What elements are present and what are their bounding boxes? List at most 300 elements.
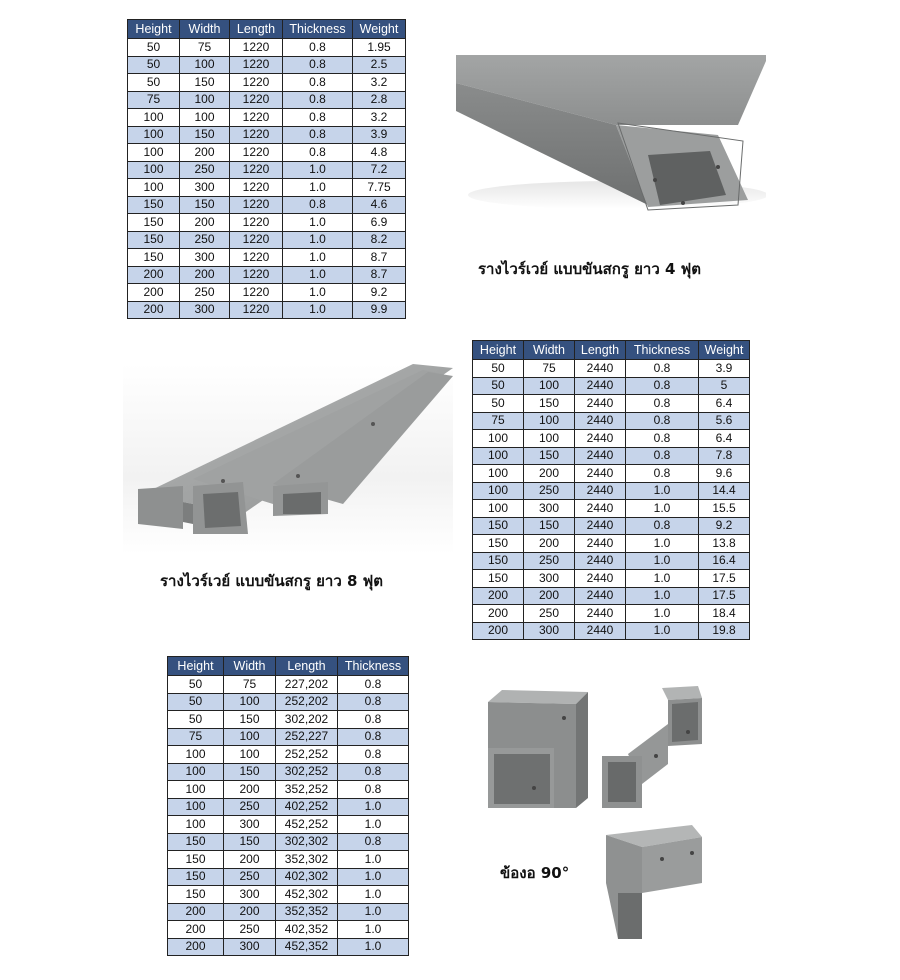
- table-row: [128, 231, 406, 249]
- table-row: [128, 214, 406, 232]
- table-cell: 13.8: [699, 535, 750, 553]
- table-row: [473, 482, 750, 500]
- table-row: [473, 447, 750, 465]
- table-cell: 0.8: [283, 74, 353, 92]
- table-cell: 2440: [575, 605, 626, 623]
- wireway-8ft-photo: [123, 364, 453, 554]
- table-cell: 0.8: [338, 781, 409, 799]
- table-cell: 17.5: [699, 570, 750, 588]
- table-cell: 150: [168, 886, 224, 904]
- table-cell: 150: [224, 833, 276, 851]
- table-cell: 150: [473, 552, 524, 570]
- table-cell: 100: [168, 763, 224, 781]
- table-cell: 50: [168, 693, 224, 711]
- table-cell: 8.2: [353, 231, 406, 249]
- table-cell: 100: [224, 728, 276, 746]
- table-cell: 1.0: [626, 605, 699, 623]
- table-cell: 1220: [230, 144, 283, 162]
- table-cell: 200: [473, 605, 524, 623]
- table-cell: 14.4: [699, 482, 750, 500]
- table-cell: 1.0: [626, 552, 699, 570]
- table-row: [473, 605, 750, 623]
- table-cell: 402,352: [276, 921, 338, 939]
- table-cell: 2440: [575, 430, 626, 448]
- table-cell: 250: [180, 231, 230, 249]
- table-cell: 100: [128, 109, 180, 127]
- table-cell: 150: [524, 517, 575, 535]
- table-cell: 1220: [230, 74, 283, 92]
- table-cell: 1220: [230, 196, 283, 214]
- table-cell: 150: [168, 868, 224, 886]
- table-cell: 50: [473, 395, 524, 413]
- table-cell: 75: [524, 360, 575, 378]
- table-cell: 1.0: [626, 622, 699, 640]
- table-cell: 0.8: [626, 517, 699, 535]
- table-cell: 200: [168, 921, 224, 939]
- table-cell: 100: [473, 465, 524, 483]
- column-header: Height: [128, 20, 180, 39]
- table-cell: 9.9: [353, 301, 406, 319]
- table-cell: 250: [180, 161, 230, 179]
- table-cell: 1.0: [338, 816, 409, 834]
- spec-table-4ft: [127, 19, 406, 319]
- table-cell: 200: [524, 465, 575, 483]
- table-cell: 1220: [230, 126, 283, 144]
- column-header: Thickness: [283, 20, 353, 39]
- table-row: [128, 109, 406, 127]
- table-cell: 1.0: [283, 179, 353, 197]
- table-cell: 7.2: [353, 161, 406, 179]
- table-cell: 100: [168, 746, 224, 764]
- table-cell: 200: [180, 266, 230, 284]
- table-cell: 300: [224, 886, 276, 904]
- table-cell: 1.0: [626, 587, 699, 605]
- table-cell: 5.6: [699, 412, 750, 430]
- table-cell: 2440: [575, 570, 626, 588]
- table-cell: 1220: [230, 161, 283, 179]
- table-cell: 1.0: [283, 249, 353, 267]
- table-cell: 4.6: [353, 196, 406, 214]
- table-cell: 2440: [575, 587, 626, 605]
- caption-8ft: รางไวร์เวย์ แบบขันสกรู ยาว 8 ฟุต: [160, 572, 384, 590]
- table-cell: 0.8: [283, 196, 353, 214]
- table-cell: 75: [180, 39, 230, 57]
- column-header: Height: [473, 341, 524, 360]
- table-cell: 200: [168, 903, 224, 921]
- table-cell: 100: [473, 430, 524, 448]
- table-cell: 150: [473, 535, 524, 553]
- table-cell: 0.8: [626, 377, 699, 395]
- table-cell: 1.95: [353, 39, 406, 57]
- table-row: [168, 816, 409, 834]
- table-row: [168, 903, 409, 921]
- table-cell: 1.0: [283, 214, 353, 232]
- table-cell: 300: [180, 179, 230, 197]
- table-cell: 150: [224, 711, 276, 729]
- column-header: Width: [180, 20, 230, 39]
- elbow-photo-3: [602, 823, 706, 943]
- table-cell: 150: [168, 833, 224, 851]
- table-row: [128, 301, 406, 319]
- table-cell: 1.0: [338, 868, 409, 886]
- table-cell: 15.5: [699, 500, 750, 518]
- table-cell: 100: [168, 816, 224, 834]
- table-cell: 250: [224, 798, 276, 816]
- table-cell: 9.2: [699, 517, 750, 535]
- table-cell: 1.0: [626, 535, 699, 553]
- table-cell: 1.0: [338, 903, 409, 921]
- table-cell: 150: [180, 196, 230, 214]
- table-row: [168, 798, 409, 816]
- table-row: [128, 179, 406, 197]
- table-cell: 19.8: [699, 622, 750, 640]
- table-cell: 0.8: [626, 447, 699, 465]
- table-cell: 300: [180, 249, 230, 267]
- table-cell: 150: [128, 196, 180, 214]
- table-row: [168, 746, 409, 764]
- table-cell: 1220: [230, 179, 283, 197]
- table-cell: 452,352: [276, 938, 338, 956]
- table-cell: 100: [128, 144, 180, 162]
- elbow-photo-2: [598, 684, 706, 812]
- table-cell: 200: [524, 535, 575, 553]
- table-row: [473, 622, 750, 640]
- table-cell: 4.8: [353, 144, 406, 162]
- table-cell: 2440: [575, 622, 626, 640]
- table-cell: 0.8: [283, 109, 353, 127]
- table-cell: 200: [128, 266, 180, 284]
- table-cell: 1.0: [338, 851, 409, 869]
- table-cell: 100: [473, 500, 524, 518]
- table-row: [128, 144, 406, 162]
- table-cell: 402,302: [276, 868, 338, 886]
- table-row: [168, 886, 409, 904]
- table-cell: 1.0: [338, 886, 409, 904]
- column-header: Length: [575, 341, 626, 360]
- table-cell: 0.8: [338, 728, 409, 746]
- table-cell: 50: [128, 56, 180, 74]
- caption-4ft: รางไวร์เวย์ แบบขันสกรู ยาว 4 ฟุต: [478, 260, 702, 278]
- table-cell: 2440: [575, 412, 626, 430]
- table-cell: 200: [524, 587, 575, 605]
- table-cell: 1220: [230, 39, 283, 57]
- table-cell: 252,202: [276, 693, 338, 711]
- table-cell: 100: [524, 412, 575, 430]
- table-cell: 1.0: [283, 266, 353, 284]
- table-cell: 75: [168, 728, 224, 746]
- table-cell: 0.8: [338, 746, 409, 764]
- table-cell: 0.8: [283, 126, 353, 144]
- table-row: [128, 284, 406, 302]
- table-cell: 252,227: [276, 728, 338, 746]
- table-cell: 2440: [575, 482, 626, 500]
- table-row: [128, 196, 406, 214]
- table-row: [473, 570, 750, 588]
- table-cell: 1220: [230, 301, 283, 319]
- table-cell: 9.6: [699, 465, 750, 483]
- table-header-row: [473, 341, 750, 360]
- table-cell: 150: [180, 74, 230, 92]
- table-cell: 3.9: [699, 360, 750, 378]
- table-cell: 250: [524, 552, 575, 570]
- table-cell: 75: [473, 412, 524, 430]
- table-cell: 200: [224, 781, 276, 799]
- table-cell: 0.8: [283, 39, 353, 57]
- table-cell: 200: [224, 903, 276, 921]
- table-cell: 1220: [230, 249, 283, 267]
- table-cell: 100: [473, 447, 524, 465]
- table-row: [473, 535, 750, 553]
- table-cell: 2.8: [353, 91, 406, 109]
- table-row: [473, 465, 750, 483]
- table-cell: 0.8: [338, 833, 409, 851]
- table-cell: 300: [224, 938, 276, 956]
- table-cell: 352,302: [276, 851, 338, 869]
- table-row: [168, 711, 409, 729]
- table-cell: 2.5: [353, 56, 406, 74]
- table-row: [128, 266, 406, 284]
- table-cell: 200: [473, 587, 524, 605]
- table-cell: 150: [224, 763, 276, 781]
- column-header: Length: [230, 20, 283, 39]
- table-cell: 9.2: [353, 284, 406, 302]
- table-cell: 1.0: [338, 921, 409, 939]
- table-cell: 100: [168, 798, 224, 816]
- column-header: Thickness: [338, 657, 409, 676]
- table-row: [473, 517, 750, 535]
- table-cell: 6.4: [699, 395, 750, 413]
- table-cell: 2440: [575, 500, 626, 518]
- table-row: [168, 833, 409, 851]
- table-cell: 100: [128, 126, 180, 144]
- column-header: Length: [276, 657, 338, 676]
- table-row: [473, 552, 750, 570]
- table-cell: 50: [473, 377, 524, 395]
- table-cell: 7.8: [699, 447, 750, 465]
- table-cell: 150: [524, 395, 575, 413]
- table-cell: 8.7: [353, 266, 406, 284]
- column-header: Weight: [353, 20, 406, 39]
- table-cell: 6.4: [699, 430, 750, 448]
- table-cell: 2440: [575, 377, 626, 395]
- table-cell: 100: [128, 179, 180, 197]
- table-cell: 1220: [230, 56, 283, 74]
- table-cell: 200: [180, 214, 230, 232]
- table-cell: 302,302: [276, 833, 338, 851]
- table-cell: 1.0: [338, 938, 409, 956]
- column-header: Weight: [699, 341, 750, 360]
- table-cell: 75: [224, 676, 276, 694]
- table-cell: 150: [168, 851, 224, 869]
- table-cell: 100: [128, 161, 180, 179]
- elbow-photo-1: [484, 688, 590, 820]
- table-row: [168, 868, 409, 886]
- table-cell: 0.8: [283, 144, 353, 162]
- table-cell: 0.8: [338, 676, 409, 694]
- table-row: [128, 126, 406, 144]
- table-row: [473, 395, 750, 413]
- table-cell: 300: [224, 816, 276, 834]
- table-cell: 200: [128, 284, 180, 302]
- table-cell: 3.2: [353, 74, 406, 92]
- table-cell: 100: [180, 109, 230, 127]
- table-cell: 17.5: [699, 587, 750, 605]
- table-cell: 300: [524, 500, 575, 518]
- table-header-row: [128, 20, 406, 39]
- table-cell: 0.8: [626, 465, 699, 483]
- table-cell: 150: [128, 214, 180, 232]
- table-cell: 402,252: [276, 798, 338, 816]
- table-cell: 100: [168, 781, 224, 799]
- spec-table-8ft: [472, 340, 750, 640]
- table-cell: 200: [473, 622, 524, 640]
- table-row: [128, 74, 406, 92]
- table-cell: 50: [168, 711, 224, 729]
- table-row: [473, 377, 750, 395]
- table-cell: 2440: [575, 535, 626, 553]
- table-row: [128, 249, 406, 267]
- table-cell: 3.2: [353, 109, 406, 127]
- table-cell: 250: [224, 921, 276, 939]
- table-cell: 0.8: [626, 395, 699, 413]
- table-cell: 100: [524, 377, 575, 395]
- table-cell: 150: [473, 570, 524, 588]
- column-header: Width: [224, 657, 276, 676]
- table-cell: 100: [473, 482, 524, 500]
- table-cell: 0.8: [283, 91, 353, 109]
- table-cell: 252,252: [276, 746, 338, 764]
- table-cell: 250: [524, 482, 575, 500]
- table-cell: 1220: [230, 231, 283, 249]
- table-cell: 300: [180, 301, 230, 319]
- table-cell: 7.75: [353, 179, 406, 197]
- table-row: [168, 938, 409, 956]
- table-row: [168, 763, 409, 781]
- table-cell: 2440: [575, 447, 626, 465]
- table-cell: 452,252: [276, 816, 338, 834]
- table-cell: 50: [473, 360, 524, 378]
- caption-elbow: ข้องอ 90°: [500, 864, 570, 882]
- table-row: [473, 360, 750, 378]
- table-cell: 302,252: [276, 763, 338, 781]
- table-cell: 2440: [575, 517, 626, 535]
- table-cell: 452,302: [276, 886, 338, 904]
- table-row: [128, 39, 406, 57]
- table-cell: 1.0: [283, 284, 353, 302]
- table-cell: 2440: [575, 465, 626, 483]
- table-cell: 150: [128, 249, 180, 267]
- table-cell: 352,252: [276, 781, 338, 799]
- table-cell: 150: [128, 231, 180, 249]
- table-row: [168, 851, 409, 869]
- table-row: [128, 56, 406, 74]
- table-cell: 1.0: [626, 500, 699, 518]
- table-cell: 150: [524, 447, 575, 465]
- table-cell: 227,202: [276, 676, 338, 694]
- table-cell: 6.9: [353, 214, 406, 232]
- table-cell: 0.8: [338, 693, 409, 711]
- table-cell: 5: [699, 377, 750, 395]
- table-row: [128, 161, 406, 179]
- table-row: [168, 921, 409, 939]
- table-cell: 250: [224, 868, 276, 886]
- column-header: Height: [168, 657, 224, 676]
- table-cell: 1.0: [626, 482, 699, 500]
- table-cell: 200: [168, 938, 224, 956]
- table-cell: 302,202: [276, 711, 338, 729]
- table-cell: 2440: [575, 360, 626, 378]
- table-cell: 0.8: [626, 412, 699, 430]
- column-header: Width: [524, 341, 575, 360]
- table-cell: 2440: [575, 395, 626, 413]
- table-cell: 300: [524, 622, 575, 640]
- table-row: [473, 430, 750, 448]
- table-cell: 1220: [230, 284, 283, 302]
- table-cell: 1220: [230, 91, 283, 109]
- table-cell: 100: [224, 693, 276, 711]
- table-cell: 18.4: [699, 605, 750, 623]
- table-cell: 8.7: [353, 249, 406, 267]
- table-row: [168, 728, 409, 746]
- table-cell: 0.8: [283, 56, 353, 74]
- table-row: [473, 500, 750, 518]
- table-cell: 50: [128, 74, 180, 92]
- table-header-row: [168, 657, 409, 676]
- table-row: [168, 693, 409, 711]
- table-cell: 100: [524, 430, 575, 448]
- table-cell: 50: [168, 676, 224, 694]
- table-cell: 16.4: [699, 552, 750, 570]
- table-cell: 50: [128, 39, 180, 57]
- spec-table-elbow: [167, 656, 409, 956]
- table-cell: 1.0: [338, 798, 409, 816]
- table-cell: 352,352: [276, 903, 338, 921]
- table-cell: 200: [128, 301, 180, 319]
- table-cell: 3.9: [353, 126, 406, 144]
- table-cell: 300: [524, 570, 575, 588]
- table-cell: 1.0: [626, 570, 699, 588]
- table-row: [128, 91, 406, 109]
- table-row: [168, 781, 409, 799]
- table-cell: 0.8: [626, 360, 699, 378]
- table-cell: 200: [180, 144, 230, 162]
- table-cell: 2440: [575, 552, 626, 570]
- table-cell: 150: [473, 517, 524, 535]
- table-cell: 100: [224, 746, 276, 764]
- table-cell: 75: [128, 91, 180, 109]
- table-cell: 1220: [230, 109, 283, 127]
- table-cell: 1.0: [283, 301, 353, 319]
- table-cell: 1.0: [283, 231, 353, 249]
- table-cell: 150: [180, 126, 230, 144]
- table-cell: 1220: [230, 266, 283, 284]
- wireway-4ft-photo: [448, 55, 766, 215]
- table-cell: 250: [524, 605, 575, 623]
- table-cell: 100: [180, 91, 230, 109]
- table-cell: 250: [180, 284, 230, 302]
- table-cell: 0.8: [338, 711, 409, 729]
- table-cell: 1220: [230, 214, 283, 232]
- table-cell: 200: [224, 851, 276, 869]
- table-row: [168, 676, 409, 694]
- table-cell: 0.8: [338, 763, 409, 781]
- column-header: Thickness: [626, 341, 699, 360]
- table-cell: 100: [180, 56, 230, 74]
- table-cell: 1.0: [283, 161, 353, 179]
- table-row: [473, 587, 750, 605]
- table-cell: 0.8: [626, 430, 699, 448]
- table-row: [473, 412, 750, 430]
